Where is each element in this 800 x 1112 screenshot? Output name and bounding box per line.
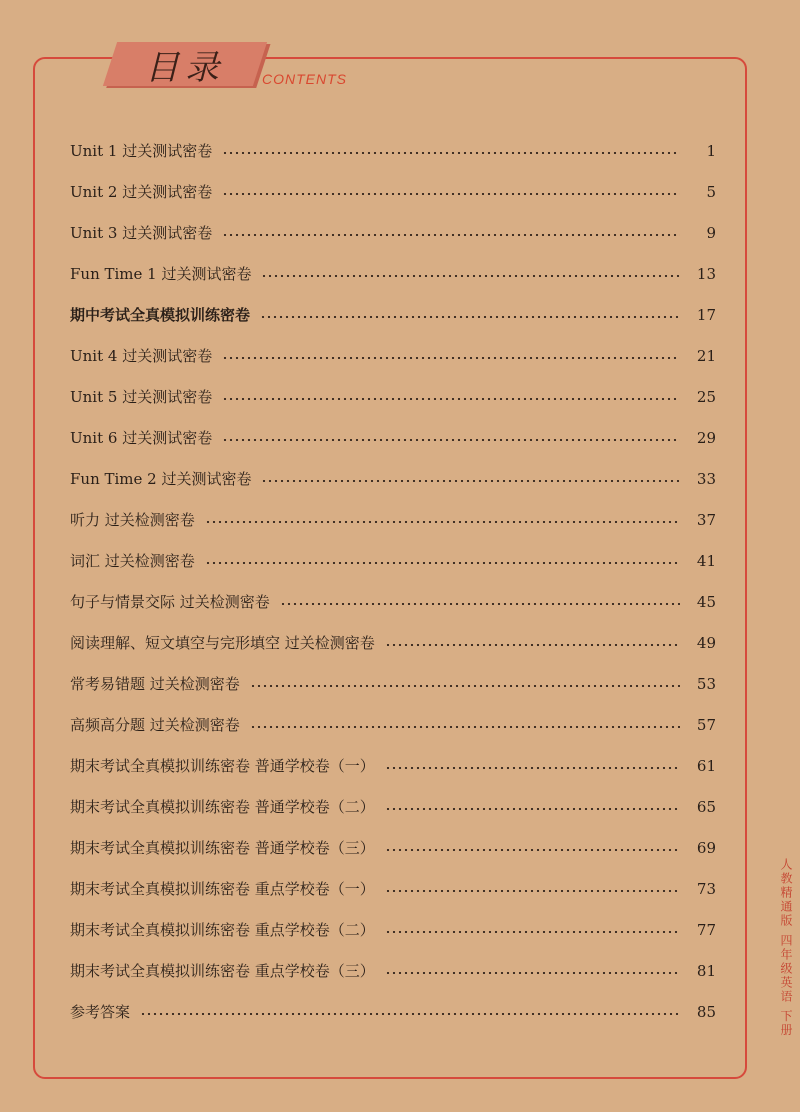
toc-row[interactable]: [70, 418, 716, 459]
toc-row[interactable]: [70, 787, 716, 828]
dot-leader: [205, 521, 680, 523]
toc-page-number: 5: [706, 183, 716, 201]
toc-title: Unit 1 过关测试密卷: [70, 142, 213, 160]
toc-page-number: 41: [696, 552, 716, 570]
toc-page-number: 21: [696, 347, 716, 365]
toc-page-number: 1: [706, 142, 716, 160]
dot-leader: [140, 1013, 680, 1015]
toc-title: Unit 2 过关测试密卷: [70, 183, 213, 201]
toc-page-number: 17: [696, 306, 716, 324]
toc-page-number: 61: [696, 757, 716, 775]
toc-page-number: 33: [696, 470, 716, 488]
dot-leader: [385, 972, 680, 974]
page-title: 目录: [145, 48, 225, 88]
toc-page-number: 85: [696, 1003, 716, 1021]
dot-leader: [385, 931, 680, 933]
toc-row[interactable]: [70, 377, 716, 418]
toc-page-number: 53: [696, 675, 716, 693]
dot-leader: [280, 603, 680, 605]
toc-title: 听力 过关检测密卷: [70, 511, 195, 529]
toc-title: Unit 4 过关测试密卷: [70, 347, 213, 365]
dot-leader: [260, 316, 680, 318]
dot-leader: [222, 357, 680, 359]
dot-leader: [261, 480, 680, 482]
toc-title: 期末考试全真模拟训练密卷 普通学校卷（三）: [70, 839, 375, 857]
toc-title: Fun Time 2 过关测试密卷: [70, 470, 252, 488]
toc-row[interactable]: [70, 664, 716, 705]
toc-row[interactable]: [70, 295, 716, 336]
dot-leader: [222, 398, 680, 400]
toc-row[interactable]: [70, 459, 716, 500]
dot-leader: [222, 439, 680, 441]
toc-row[interactable]: [70, 951, 716, 992]
toc-row[interactable]: [70, 910, 716, 951]
toc-page-number: 73: [696, 880, 716, 898]
toc-title: 期末考试全真模拟训练密卷 普通学校卷（二）: [70, 798, 375, 816]
toc-row[interactable]: [70, 746, 716, 787]
toc-row[interactable]: [70, 131, 716, 172]
toc-page-number: 57: [696, 716, 716, 734]
dot-leader: [385, 808, 680, 810]
toc-title: 期末考试全真模拟训练密卷 重点学校卷（二）: [70, 921, 375, 939]
dot-leader: [385, 644, 680, 646]
toc-row[interactable]: [70, 623, 716, 664]
toc-title: Fun Time 1 过关测试密卷: [70, 265, 252, 283]
table-of-contents: [70, 131, 716, 1033]
toc-title: 期末考试全真模拟训练密卷 重点学校卷（三）: [70, 962, 375, 980]
side-label: 人教精通版 四年级英语 下册: [779, 858, 793, 1038]
toc-title: 高频高分题 过关检测密卷: [70, 716, 240, 734]
toc-row[interactable]: [70, 828, 716, 869]
toc-page-number: 37: [696, 511, 716, 529]
contents-label: CONTENTS: [262, 71, 347, 87]
toc-row[interactable]: [70, 213, 716, 254]
toc-title: 参考答案: [70, 1003, 131, 1021]
toc-row[interactable]: [70, 705, 716, 746]
toc-title: Unit 6 过关测试密卷: [70, 429, 213, 447]
dot-leader: [222, 193, 680, 195]
toc-page-number: 65: [696, 798, 716, 816]
dot-leader: [385, 849, 680, 851]
toc-page-number: 25: [696, 388, 716, 406]
toc-page-number: 49: [696, 634, 716, 652]
toc-page-number: 29: [696, 429, 716, 447]
toc-page-number: 13: [696, 265, 716, 283]
toc-row[interactable]: [70, 869, 716, 910]
toc-title: 阅读理解、短文填空与完形填空 过关检测密卷: [70, 634, 375, 652]
toc-page-number: 9: [706, 224, 716, 242]
toc-row[interactable]: [70, 582, 716, 623]
toc-title: 句子与情景交际 过关检测密卷: [70, 593, 270, 611]
dot-leader: [261, 275, 680, 277]
toc-title: 期末考试全真模拟训练密卷 重点学校卷（一）: [70, 880, 375, 898]
toc-title: Unit 5 过关测试密卷: [70, 388, 213, 406]
toc-page-number: 77: [696, 921, 716, 939]
dot-leader: [222, 234, 680, 236]
toc-row[interactable]: [70, 172, 716, 213]
dot-leader: [222, 152, 680, 154]
toc-title: 词汇 过关检测密卷: [70, 552, 195, 570]
dot-leader: [250, 685, 680, 687]
toc-title: 常考易错题 过关检测密卷: [70, 675, 240, 693]
toc-row[interactable]: [70, 254, 716, 295]
dot-leader: [385, 890, 680, 892]
toc-row[interactable]: [70, 992, 716, 1033]
toc-title: 期末考试全真模拟训练密卷 普通学校卷（一）: [70, 757, 375, 775]
dot-leader: [250, 726, 680, 728]
toc-page-number: 45: [696, 593, 716, 611]
toc-row[interactable]: [70, 336, 716, 377]
toc-page-number: 69: [696, 839, 716, 857]
toc-title: Unit 3 过关测试密卷: [70, 224, 213, 242]
dot-leader: [205, 562, 680, 564]
toc-row[interactable]: [70, 500, 716, 541]
toc-row[interactable]: [70, 541, 716, 582]
dot-leader: [385, 767, 680, 769]
toc-page-number: 81: [696, 962, 716, 980]
toc-title: 期中考试全真模拟训练密卷: [70, 306, 251, 324]
